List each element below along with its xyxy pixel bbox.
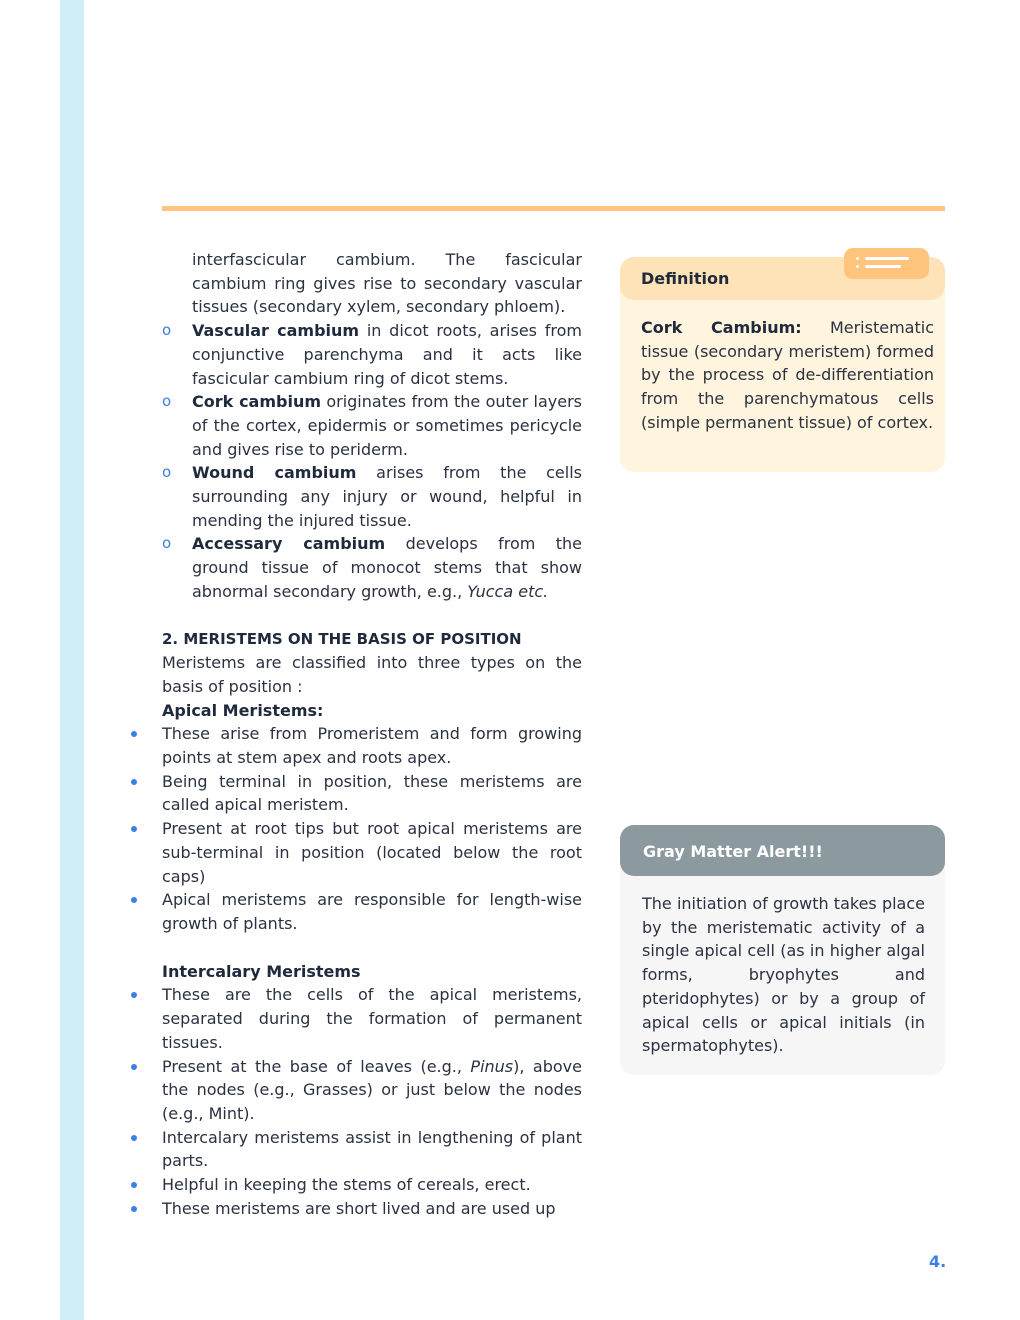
bullet-text: These arise from Promeristem and form growing points at stem apex and roots apex. xyxy=(162,724,582,768)
bullet-text: These meristems are short lived and are used up xyxy=(162,1198,556,1218)
section-intro: Meristems are classified into three types on the basis of position : xyxy=(162,653,582,696)
list-item xyxy=(162,390,582,461)
bullet-icon xyxy=(131,731,137,737)
list-item xyxy=(162,1055,582,1126)
gray-matter-alert-box xyxy=(620,825,945,1075)
bullet-icon xyxy=(131,897,137,903)
list-item xyxy=(162,1173,582,1197)
bullet-icon xyxy=(131,1064,137,1070)
bullet-text: Present at root tips but root apical meristems are sub-terminal in position (located below the root caps) xyxy=(162,819,582,886)
definition-text: Meristematic tissue (secondary meristem) formed by the process of de-differentiation from the parenchymatous cells (simple permanent tissue) of cortex. xyxy=(641,318,934,432)
term: Vascular cambium xyxy=(192,321,360,341)
circle-bullet-icon: o xyxy=(162,534,172,553)
bullet-text: Helpful in keeping the stems of cereals, erect. xyxy=(162,1175,531,1195)
list-item xyxy=(162,770,582,817)
term-description: originates from the outer layers of the cortex, epidermis or sometimes pericycle and gives rise to periderm. xyxy=(192,392,582,459)
side-decoration-strip xyxy=(60,0,84,1320)
circle-bullet-icon: o xyxy=(162,321,172,340)
definition-title: Definition xyxy=(641,269,730,288)
example-italic: Pinus xyxy=(470,1056,514,1076)
circle-bullet-icon: o xyxy=(162,392,172,411)
list-item xyxy=(162,983,582,1054)
bullet-text: Apical meristems are responsible for length-wise growth of plants. xyxy=(162,890,582,933)
term-description: arises from the cells surrounding any injury or wound, helpful in mending the injured tissue. xyxy=(192,463,582,530)
list-item xyxy=(162,722,582,769)
bullet-text: These are the cells of the apical meristems, separated during the formation of permanent tissues. xyxy=(162,985,582,1052)
bullet-text: ), above the nodes (e.g., Grasses) or just below the nodes (e.g., Mint). xyxy=(162,1056,582,1123)
term-description: in dicot roots, arises from conjunctive parenchyma and it acts like fascicular cambium ring of dicot stems. xyxy=(192,321,582,388)
gray-matter-header xyxy=(620,825,945,876)
bullet-text: Intercalary meristems assist in lengthening of plant parts. xyxy=(162,1127,582,1171)
subheading-intercalary: Intercalary Meristems xyxy=(162,961,361,981)
paragraph-continuation: interfascicular cambium. The fascicular cambium ring gives rise to secondary vascular tissues (secondary xylem, secondary phloem). xyxy=(192,250,582,317)
circle-bullet-icon: o xyxy=(162,463,172,482)
term: Cork cambium xyxy=(192,392,322,412)
main-text-column xyxy=(162,248,582,1220)
list-item xyxy=(162,1126,582,1173)
section-heading: 2. MERISTEMS ON THE BASIS OF POSITION xyxy=(162,629,522,648)
bullet-icon xyxy=(131,1182,137,1188)
page-number: 4. xyxy=(929,1252,947,1271)
list-item xyxy=(162,817,582,888)
list-item xyxy=(162,1197,582,1221)
bullet-icon xyxy=(131,1135,137,1141)
term-description: develops from the ground tissue of monocot stems that show abnormal secondary growth, e.g., xyxy=(192,534,582,601)
bullet-icon xyxy=(131,826,137,832)
bullet-icon xyxy=(131,1206,137,1212)
list-item xyxy=(162,532,582,603)
bullet-icon xyxy=(131,779,137,785)
definition-box xyxy=(620,257,945,472)
example-italic: Yucca etc. xyxy=(467,581,549,601)
header-rule xyxy=(162,206,945,211)
bullet-text: Present at the base of leaves (e.g., xyxy=(162,1056,471,1076)
term: Accessary cambium xyxy=(192,534,386,554)
list-item xyxy=(162,888,582,935)
gray-matter-text: The initiation of growth takes place by the meristematic activity of a single apical cell (as in higher algal forms, bryophytes and pteridophytes) or by a group of apical cells or apical initials (in spermatophytes). xyxy=(642,894,925,1056)
list-item xyxy=(162,319,582,390)
bullet-icon xyxy=(131,992,137,998)
bullet-text: Being terminal in position, these meristems are called apical meristem. xyxy=(162,771,582,815)
list-tag-icon xyxy=(844,248,929,279)
definition-body xyxy=(641,316,934,435)
list-item xyxy=(162,461,582,532)
definition-header xyxy=(620,257,945,300)
definition-term: Cork Cambium: xyxy=(641,318,802,337)
subheading-apical: Apical Meristems: xyxy=(162,700,324,720)
term: Wound cambium xyxy=(192,463,357,483)
gray-matter-title: Gray Matter Alert!!! xyxy=(643,842,823,861)
